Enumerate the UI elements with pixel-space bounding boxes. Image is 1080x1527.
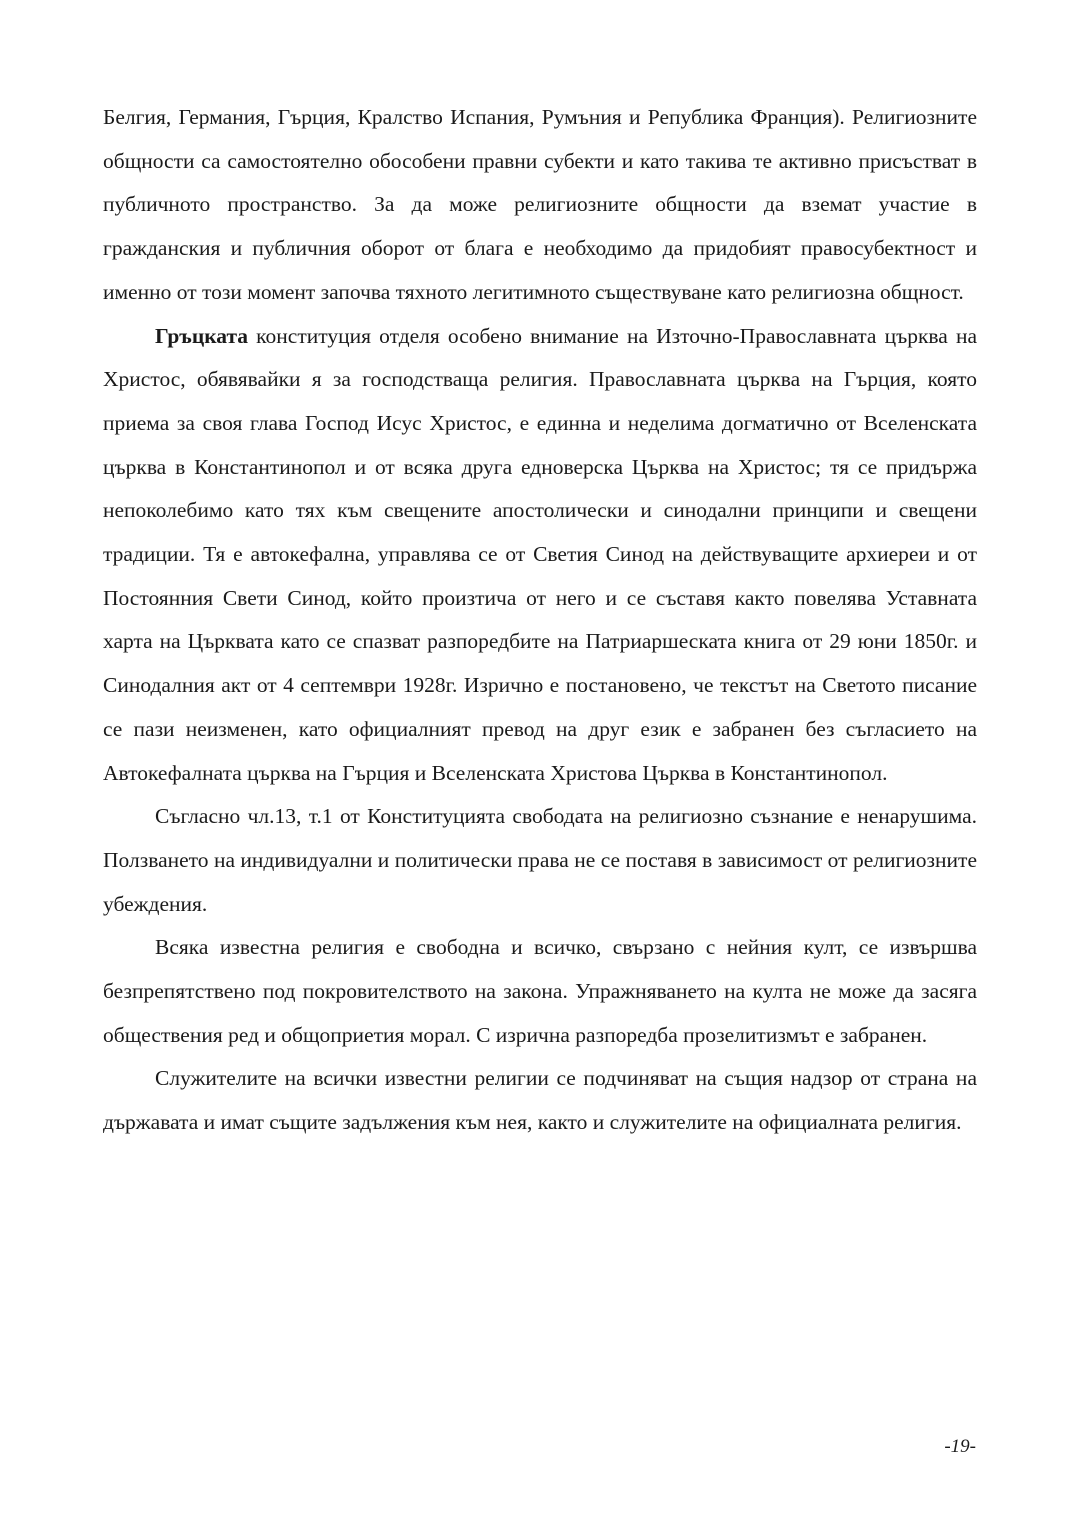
paragraph-text: Всяка известна религия е свободна и всичко, свързано с нейния култ, се извършва безпрепятствено под покровителството на закона. Упражняването на култа не може да засяга обществения ред и общоприетия морал. С изрична разпоредба прозелитизмът е забранен. bbox=[103, 935, 977, 1047]
page-number: -19- bbox=[944, 1436, 976, 1457]
document-body bbox=[103, 96, 977, 1145]
paragraph-article-13 bbox=[103, 795, 977, 926]
paragraph-text: Служителите на всички известни религии се подчиняват на същия надзор от страна на държавата и имат същите задължения към нея, както и служителите на официалната религия. bbox=[103, 1066, 977, 1135]
paragraph-text: Съгласно чл.13, т.1 от Конституцията свободата на религиозно съзнание е ненарушима. Ползването на индивидуални и политически права не се поставя в зависимост от религиозните убеждения. bbox=[103, 804, 977, 916]
paragraph-religion-freedom bbox=[103, 926, 977, 1057]
paragraph-clergy bbox=[103, 1057, 977, 1144]
paragraph-text: Белгия, Германия, Гърция, Кралство Испания, Румъния и Република Франция). Религиозните общности са самостоятелно обособени правни субекти и като такива те активно присъстват в публичното пространство. За да може религиозните общности да вземат участие в гражданския и публичния оборот от блага е необходимо да придобият правосубектност и именно от този момент започва тяхното легитимното съществуване като религиозна общност. bbox=[103, 105, 977, 304]
paragraph-text: конституция отделя особено внимание на Източно-Православната църква на Христос, обявявайки я за господстваща религия. Православната църква на Гърция, която приема за своя глава Господ Исус Христос, е единна и неделима догматично от Вселенската църква в Константинопол и от всяка друга едноверска Църква на Христос; тя се придържа непоколебимо като тях към свещените апостолически и синодални принципи и свещени традиции. Тя е автокефална, управлява се от Светия Синод на действуващите архиереи и от Постоянния Свети Синод, който произтича от него и се съставя както повелява Уставната харта на Църквата като се спазват разпоредбите на Патриаршеската книга от 29 юни 1850г. и Синодалния акт от 4 септември 1928г. Изрично е постановено, че текстът на Светото писание се пази неизменен, като официалният превод на друг език е забранен без съгласието на Автокефалната църква на Гърция и Вселенската Христова Църква в Константинопол. bbox=[103, 323, 977, 785]
paragraph-continuation bbox=[103, 96, 977, 315]
paragraph-lead-bold: Гръцката bbox=[155, 323, 249, 348]
paragraph-greek-constitution bbox=[103, 315, 977, 796]
